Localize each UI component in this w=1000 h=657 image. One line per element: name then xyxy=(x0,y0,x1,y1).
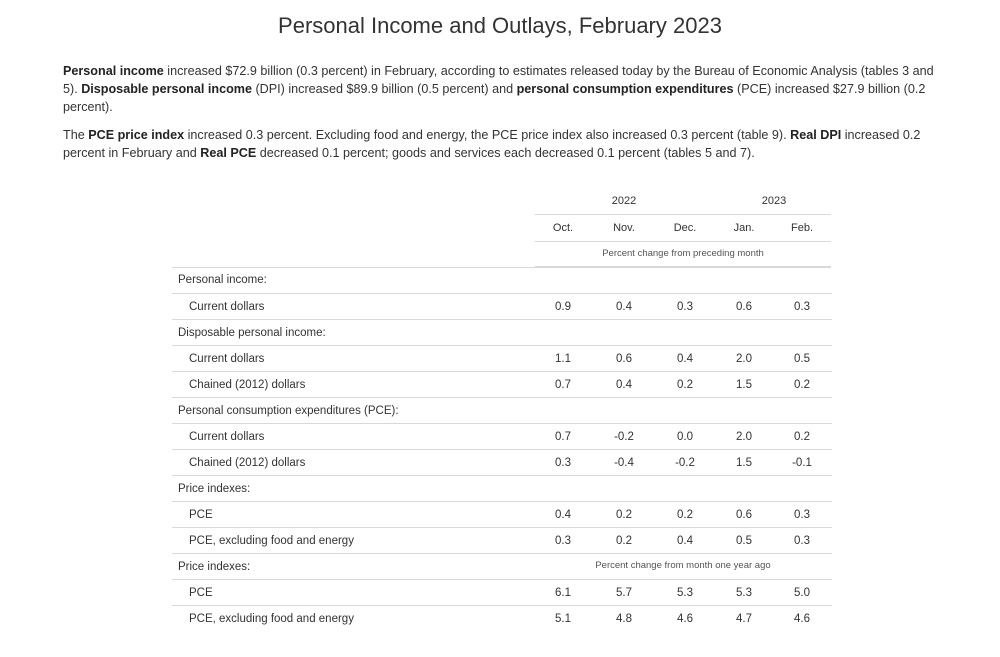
table-cell: 0.2 xyxy=(677,379,693,391)
table-row xyxy=(172,293,832,320)
table-cell: 0.4 xyxy=(677,535,693,547)
bold-term: Disposable personal income xyxy=(81,82,252,96)
table-section-row xyxy=(172,397,832,424)
table-cell: 0.4 xyxy=(616,301,632,313)
table-cell: 1.1 xyxy=(555,353,571,365)
row-label: PCE xyxy=(189,587,213,599)
table-cell: 0.4 xyxy=(677,353,693,365)
table-cell: 0.3 xyxy=(555,457,571,469)
bold-term: personal consumption expenditures xyxy=(516,82,734,96)
page-title: Personal Income and Outlays, February 2023 xyxy=(278,13,722,38)
text-segment: increased $72.9 billion (0.3 percent) in February, according to estimates released today by the Bureau of Economic Analysis (tables 3 and 5). xyxy=(63,64,934,96)
table-cell: 4.7 xyxy=(736,613,752,625)
table-cell: 0.7 xyxy=(555,431,571,443)
table-cell: 4.6 xyxy=(677,613,693,625)
row-label: PCE xyxy=(189,509,213,521)
table-row xyxy=(172,371,832,398)
table-cell: -0.2 xyxy=(675,457,695,469)
summary-paragraph-prices xyxy=(63,126,943,162)
note-monthly-change: Percent change from preceding month xyxy=(602,248,764,259)
header-divider xyxy=(535,214,831,215)
table-cell: -0.1 xyxy=(792,457,812,469)
table-row xyxy=(172,501,832,528)
table-cell: 5.1 xyxy=(555,613,571,625)
bold-term: Personal income xyxy=(63,64,164,78)
month-header-dec: Dec. xyxy=(673,222,697,234)
note-yearly-change: Percent change from month one year ago xyxy=(595,560,771,571)
table-cell: 5.3 xyxy=(677,587,693,599)
table-cell: 0.2 xyxy=(794,431,810,443)
table-section-row xyxy=(172,475,832,502)
table-row xyxy=(172,605,832,632)
table-cell: 2.0 xyxy=(736,353,752,365)
table-cell: 1.5 xyxy=(736,457,752,469)
table-section-row xyxy=(172,267,832,293)
table-cell: 0.3 xyxy=(794,509,810,521)
text-segment: (PCE) increased $27.9 billion (0.2 percent). xyxy=(63,82,926,114)
table-cell: 0.2 xyxy=(794,379,810,391)
text-segment: (DPI) increased $89.9 billion (0.5 percent) and xyxy=(251,82,517,96)
text-segment: decreased 0.1 percent; goods and services each decreased 0.1 percent (tables 5 and 7). xyxy=(256,146,755,160)
section-label: Price indexes: xyxy=(178,483,251,495)
table-cell: 0.3 xyxy=(555,535,571,547)
row-label: Current dollars xyxy=(189,301,265,313)
bold-term: PCE price index xyxy=(88,128,185,142)
month-header-nov: Nov. xyxy=(613,222,635,234)
table-cell: -0.2 xyxy=(614,431,634,443)
table-cell: -0.4 xyxy=(614,457,634,469)
text-segment: increased 0.2 percent in February and xyxy=(63,128,921,160)
table-cell: 4.8 xyxy=(616,613,632,625)
section-label: Price indexes: xyxy=(178,561,251,573)
table-cell: 0.9 xyxy=(555,301,571,313)
table-cell: 0.2 xyxy=(616,509,632,521)
table-cell: 0.5 xyxy=(794,353,810,365)
summary-paragraph-income xyxy=(63,62,943,116)
bold-term: Real PCE xyxy=(200,146,257,160)
table-cell: 1.5 xyxy=(736,379,752,391)
row-label: Chained (2012) dollars xyxy=(189,457,306,469)
month-header-feb: Feb. xyxy=(790,222,813,234)
year-header-2023: 2023 xyxy=(761,195,787,207)
row-label: Current dollars xyxy=(189,431,265,443)
row-label: Current dollars xyxy=(189,353,265,365)
table-cell: 0.5 xyxy=(736,535,752,547)
months-divider xyxy=(535,241,831,242)
row-label: PCE, excluding food and energy xyxy=(189,535,354,547)
table-cell: 0.6 xyxy=(616,353,632,365)
table-cell: 4.6 xyxy=(794,613,810,625)
row-label: PCE, excluding food and energy xyxy=(189,613,354,625)
text-segment: The xyxy=(63,128,89,142)
table-cell: 0.3 xyxy=(794,535,810,547)
table-row xyxy=(172,345,832,372)
table-cell: 2.0 xyxy=(736,431,752,443)
table-cell: 0.3 xyxy=(794,301,810,313)
year-header-2022: 2022 xyxy=(611,195,637,207)
month-header-oct: Oct. xyxy=(552,222,574,234)
table-cell: 0.6 xyxy=(736,301,752,313)
section-label: Personal consumption expenditures (PCE): xyxy=(178,405,399,417)
month-header-jan: Jan. xyxy=(733,222,755,234)
table-cell: 5.0 xyxy=(794,587,810,599)
table-cell: 0.2 xyxy=(677,509,693,521)
table-cell: 0.7 xyxy=(555,379,571,391)
bold-term: Real DPI xyxy=(790,128,842,142)
table-cell: 0.0 xyxy=(677,431,693,443)
table-row xyxy=(172,579,832,606)
text-segment: increased 0.3 percent. Excluding food and energy, the PCE price index also increased 0.3 percent (table 9). xyxy=(184,128,791,142)
table-cell: 0.2 xyxy=(616,535,632,547)
table-section-row xyxy=(172,319,832,346)
table-cell: 0.4 xyxy=(616,379,632,391)
table-cell: 6.1 xyxy=(555,587,571,599)
table-cell: 0.3 xyxy=(677,301,693,313)
row-label: Chained (2012) dollars xyxy=(189,379,306,391)
table-row xyxy=(172,423,832,450)
table-row xyxy=(172,527,832,554)
table-cell: 5.7 xyxy=(616,587,632,599)
table-row xyxy=(172,449,832,476)
section-label: Disposable personal income: xyxy=(178,327,326,339)
section-label: Personal income: xyxy=(178,274,267,286)
table-cell: 0.6 xyxy=(736,509,752,521)
table-cell: 0.4 xyxy=(555,509,571,521)
table-cell: 5.3 xyxy=(736,587,752,599)
